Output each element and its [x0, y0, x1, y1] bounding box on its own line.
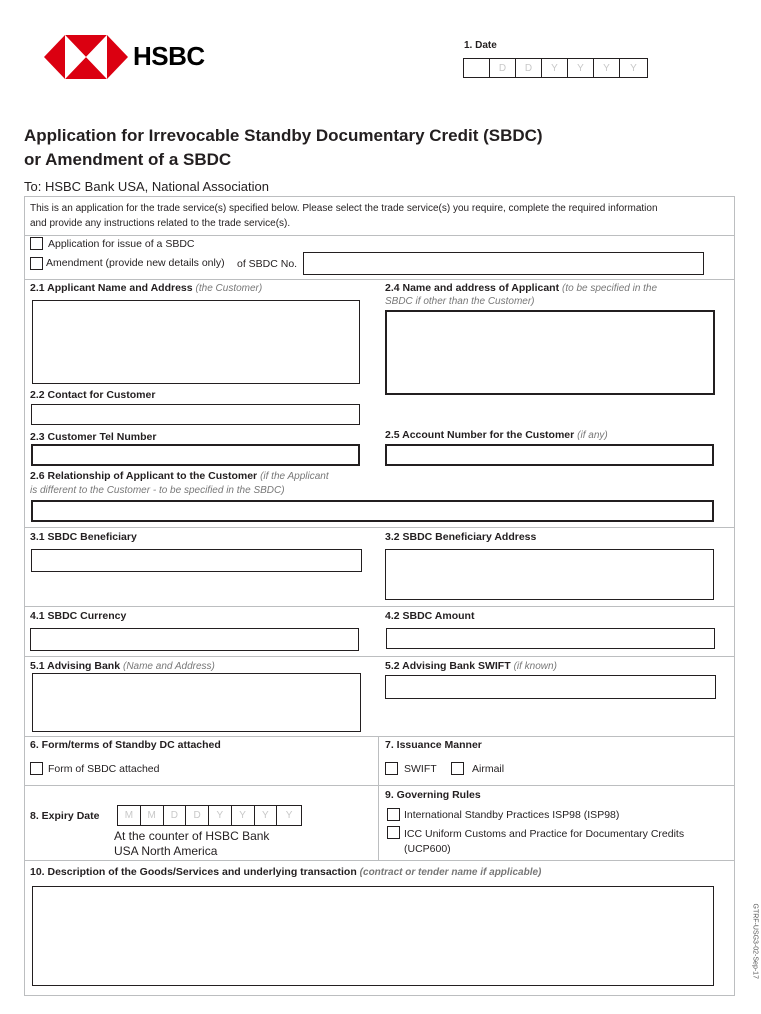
s32-label: 3.2 SBDC Beneficiary Address [385, 531, 537, 543]
date-label: 1. Date [464, 40, 497, 51]
airmail-checkbox[interactable] [451, 762, 464, 775]
expiry-cell[interactable]: Y [232, 806, 255, 825]
s41-label: 4.1 SBDC Currency [30, 610, 127, 622]
s23-label: 2.3 Customer Tel Number [30, 431, 157, 443]
s26-label: 2.6 Relationship of Applicant to the Customer (if the Applicant is different to the Customer - to be specified in the SBDC) [30, 470, 329, 496]
s7-label: 7. Issuance Manner [385, 739, 482, 751]
issue-label: Application for issue of a SBDC [48, 238, 195, 250]
goods-description-input[interactable] [32, 886, 714, 986]
expiry-date-cells[interactable] [117, 805, 302, 826]
s24-label: 2.4 Name and address of Applicant (to be specified in the SBDC if other than the Customer) [385, 282, 658, 307]
date-cells[interactable] [463, 58, 648, 78]
advising-bank-input[interactable] [32, 673, 361, 732]
expiry-cell[interactable]: Y [285, 810, 293, 821]
customer-tel-input[interactable] [31, 444, 360, 466]
sbdc-number-input[interactable] [303, 252, 704, 275]
form-attached-checkbox[interactable] [30, 762, 43, 775]
s21-label: 2.1 Applicant Name and Address (the Customer) [30, 282, 263, 294]
applicant-name-input[interactable] [32, 300, 360, 384]
s42-label: 4.2 SBDC Amount [385, 610, 475, 622]
beneficiary-input[interactable] [31, 549, 362, 572]
intro-text: This is an application for the trade service(s) specified below. Please select the trade service(s) you require, complete the required information and provide any instructions related to the trade service(s). [30, 203, 658, 229]
ucp600-checkbox[interactable] [387, 826, 400, 839]
date-cell[interactable]: Y [630, 62, 637, 74]
isp98-checkbox[interactable] [387, 808, 400, 821]
page-title [24, 124, 543, 172]
s9-label: 9. Governing Rules [385, 789, 481, 801]
s10-label: 10. Description of the Goods/Services and underlying transaction (contract or tender name if applicable) [30, 866, 542, 878]
s22-label: 2.2 Contact for Customer [30, 389, 156, 401]
issue-checkbox[interactable] [30, 237, 43, 250]
addressee: To: HSBC Bank USA, National Association [24, 179, 269, 194]
s52-label: 5.2 Advising Bank SWIFT (if known) [385, 660, 557, 672]
date-cell[interactable] [464, 59, 490, 77]
applicant-address-input[interactable] [385, 310, 715, 395]
s6-label: 6. Form/terms of Standby DC attached [30, 739, 221, 751]
date-cell[interactable]: Y [594, 59, 620, 77]
airmail-label: Airmail [472, 763, 505, 775]
expiry-cell[interactable]: M [141, 806, 164, 825]
expiry-cell[interactable]: Y [255, 806, 278, 825]
form-code: GTRF-USG3-02-Sep-17 [751, 903, 759, 979]
expiry-cell[interactable]: D [164, 806, 187, 825]
date-cell[interactable]: Y [568, 59, 594, 77]
isp98-label: International Standby Practices ISP98 (ISP98) [404, 809, 620, 821]
page-title-line1: Application for Irrevocable Standby Documentary Credit (SBDC) [24, 126, 543, 145]
s31-label: 3.1 SBDC Beneficiary [30, 531, 137, 543]
date-cell[interactable]: D [490, 59, 516, 77]
s25-label: 2.5 Account Number for the Customer (if any) [385, 429, 608, 441]
amendment-checkbox[interactable] [30, 257, 43, 270]
amount-input[interactable] [386, 628, 715, 649]
form-attached-label: Form of SBDC attached [48, 763, 160, 775]
expiry-cell[interactable]: M [118, 806, 141, 825]
s8-label: 8. Expiry Date [30, 810, 100, 822]
swift-checkbox[interactable] [385, 762, 398, 775]
expiry-cell[interactable]: D [186, 806, 209, 825]
hsbc-wordmark: HSBC [133, 41, 205, 71]
swift-label: SWIFT [404, 763, 437, 775]
page-title-line2: or Amendment of a SBDC [24, 150, 232, 169]
ucp600-label: ICC Uniform Customs and Practice for Documentary Credits (UCP600) [404, 828, 685, 855]
date-cell[interactable]: D [516, 59, 542, 77]
date-cell[interactable]: Y [542, 59, 568, 77]
advising-swift-input[interactable] [385, 675, 716, 699]
currency-input[interactable] [30, 628, 359, 651]
customer-contact-input[interactable] [31, 404, 360, 425]
sbdc-number-label: of SBDC No. [237, 258, 298, 270]
account-number-input[interactable] [385, 444, 714, 466]
beneficiary-address-input[interactable] [385, 549, 714, 600]
relationship-input[interactable] [31, 500, 714, 522]
amendment-label: Amendment (provide new details only) [46, 257, 225, 269]
s51-label: 5.1 Advising Bank (Name and Address) [30, 660, 215, 672]
hsbc-logo [44, 35, 204, 79]
expiry-place: At the counter of HSBC Bank USA North America [114, 829, 270, 858]
hsbc-hexagon-icon [44, 35, 128, 79]
expiry-cell[interactable]: Y [209, 806, 232, 825]
